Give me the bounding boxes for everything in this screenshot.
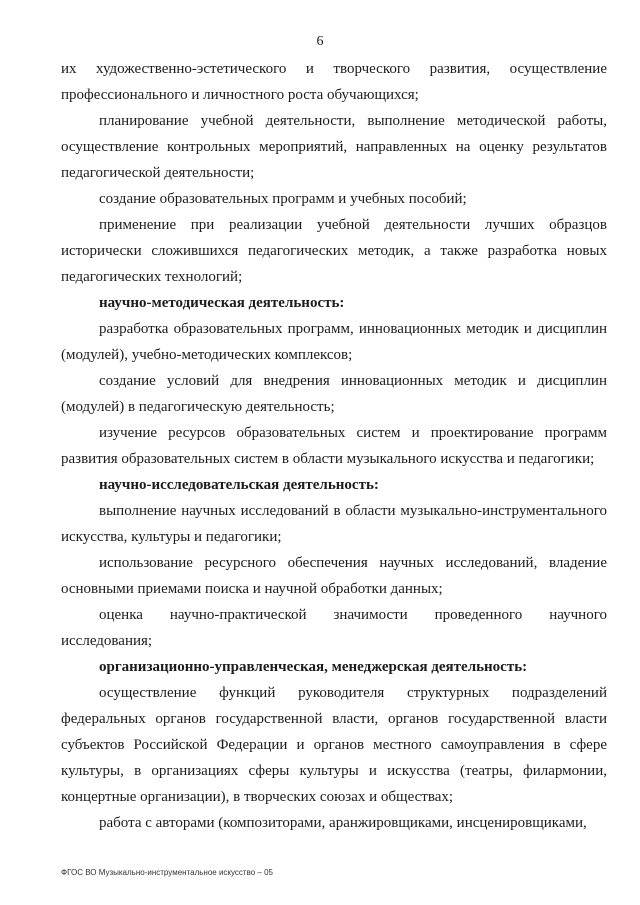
body-paragraph: их художественно-эстетического и творческого развития, осуществление профессионального и личностного роста обучающихся; <box>61 61 607 103</box>
body-paragraph: разработка образовательных программ, инновационных методик и дисциплин (модулей), учебно-методических комплексов; <box>61 321 607 363</box>
body-paragraph: оценка научно-практической значимости проведенного научного исследования; <box>61 607 607 649</box>
section-heading: организационно-управленческая, менеджерская деятельность: <box>99 659 528 675</box>
section-heading: научно-методическая деятельность: <box>99 295 345 311</box>
body-paragraph: создание образовательных программ и учебных пособий; <box>99 191 467 207</box>
page-footer: ФГОС ВО Музыкально-инструментальное искусство – 05 <box>61 868 273 877</box>
section-heading: научно-исследовательская деятельность: <box>99 477 379 493</box>
body-paragraph: применение при реализации учебной деятельности лучших образцов исторически сложившихся педагогических методик, а также разработка новых педагогических технологий; <box>61 217 607 285</box>
body-paragraph: создание условий для внедрения инновационных методик и дисциплин (модулей) в педагогическую деятельность; <box>61 373 607 415</box>
body-paragraph: использование ресурсного обеспечения научных исследований, владение основными приемами поиска и научной обработки данных; <box>61 555 607 597</box>
body-paragraph: работа с авторами (композиторами, аранжировщиками, инсценировщиками, <box>99 815 587 831</box>
body-paragraph: изучение ресурсов образовательных систем и проектирование программ развития образовательных систем в области музыкального искусства и педагогики; <box>61 425 607 467</box>
document-body <box>61 56 607 836</box>
page-number: 6 <box>316 34 324 49</box>
body-paragraph: осуществление функций руководителя структурных подразделений федеральных органов государственной власти, органов государственной власти субъектов Российской Федерации и органов местного самоуправления в сфере культуры, в организациях сферы культуры и искусства (театры, филармонии, концертные организации), в творческих союзах и обществах; <box>61 685 607 805</box>
body-paragraph: планирование учебной деятельности, выполнение методической работы, осуществление контрольных мероприятий, направленных на оценку результатов педагогической деятельности; <box>61 113 607 181</box>
body-paragraph: выполнение научных исследований в области музыкально-инструментального искусства, культуры и педагогики; <box>61 503 607 545</box>
